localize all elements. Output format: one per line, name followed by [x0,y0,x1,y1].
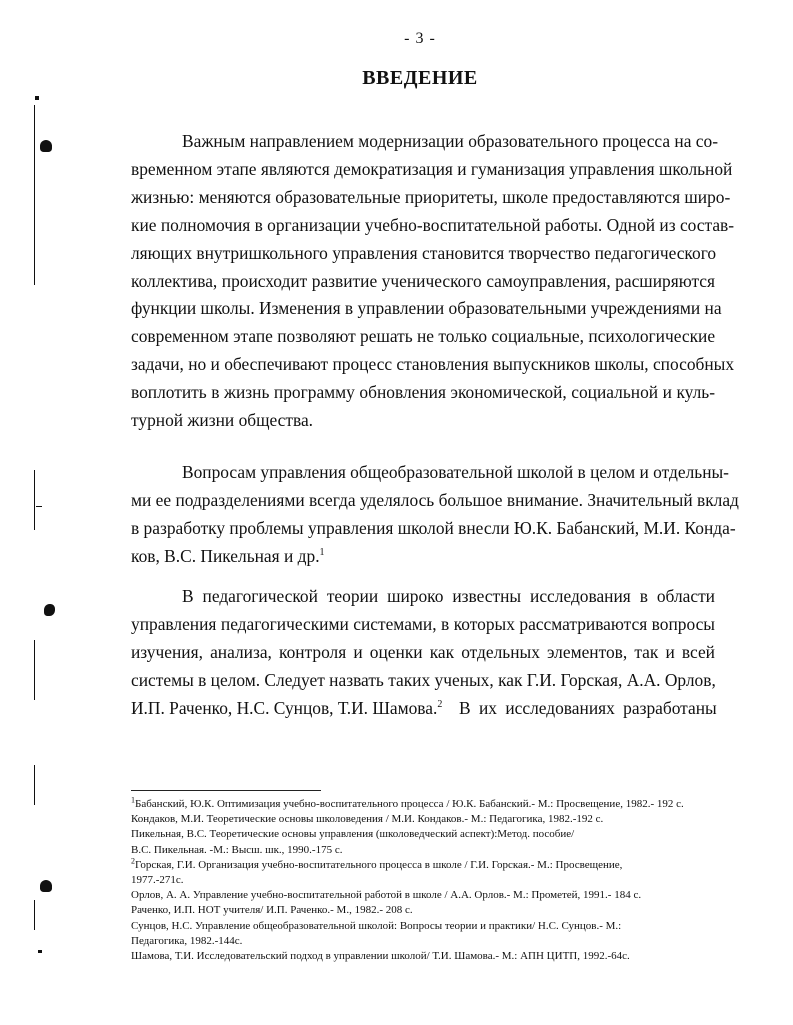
text-line-content: И.П. Раченко, Н.С. Сунцов, Т.И. Шамова. [131,697,438,718]
footnote-line: Раченко, И.П. НОТ учителя/ И.П. Раченко.- М., 1982.- 208 с. [131,904,413,917]
scan-mark [38,950,42,953]
footnote-text: Бабанский, Ю.К. Оптимизация учебно-воспитательного процесса / Ю.К. Бабанский.- М.: Просвещение, 1982.- 192 с. [135,798,684,810]
scan-mark [34,470,35,530]
text-line: изучения, анализа, контроля и оценки как отдельных элементов, так и всей [131,641,715,662]
text-line [131,543,715,571]
text-line: временном этапе являются демократизация и гуманизация управления школьной [131,158,733,179]
text-line: В педагогической теории широко известны исследования в области [182,586,715,606]
footnote-line: Педагогика, 1982.-144с. [131,934,243,947]
text-line: ми ее подразделениями всегда уделялось большое внимание. Значительный вклад [131,489,739,510]
paragraph-2 [131,459,739,571]
scan-mark [34,640,35,700]
footnote-line: В.С. Пикельная. -М.: Высш. шк., 1990.-175 с. [131,843,343,856]
scan-mark [34,105,35,285]
footnote-line [131,797,731,812]
text-line: управления педагогическими системами, в которых рассматриваются вопросы [131,613,715,634]
footnote-line: Орлов, А. А. Управление учебно-воспитательной работой в школе / А.А. Орлов.- М.: Прометей, 1991.- 184 с. [131,889,642,902]
text-line: кие полномочия в организации учебно-воспитательной работы. Одной из состав- [131,214,735,235]
footnote-divider [131,790,321,791]
footnote-number: 1 [131,795,135,805]
scan-mark [35,96,39,100]
text-line: турной жизни общества. [131,410,314,431]
footnote-number: 2 [131,856,135,866]
text-line: жизнью: меняются образовательные приоритеты, школе предоставляются широ- [131,186,731,207]
footnote-line: 1977.-271с. [131,874,184,887]
footnote-line: Шамова, Т.И. Исследовательский подход в управлении школой/ Т.И. Шамова.- М.: АПН ЦИТП, 1992.-64с. [131,950,630,963]
text-line: функции школы. Изменения в управлении образовательными учреждениями на [131,298,722,319]
scan-mark [36,506,42,507]
scan-mark [34,900,35,930]
text-line: системы в целом. Следует назвать таких ученых, как Г.И. Горская, А.А. Орлов, [131,669,716,690]
footnote-line: Пикельная, В.С. Теоретические основы управления (школоведческий аспект):Метод. пособие/ [131,828,575,841]
text-line: коллектива, происходит развитие ученического самоуправления, расширяются [131,270,715,291]
text-line: в разработку проблемы управления школой внесли Ю.К. Бабанский, М.И. Конда- [131,517,736,538]
paragraph-3 [131,583,715,723]
text-line: воплотить в жизнь программу обновления экономической, социальной и куль- [131,382,715,403]
footnote-reference: 1 [319,546,325,558]
text-line-content: ков, В.С. Пикельная и др. [131,545,320,566]
scan-mark [40,140,52,152]
paragraph-1 [131,128,735,435]
scan-mark [34,765,35,805]
page-title: ВВЕДЕНИЕ [362,67,478,89]
footnote-text: Горская, Г.И. Организация учебно-воспитательного процесса в школе / Г.И. Горская.- М.: Просвещение, [135,858,623,871]
text-line: задачи, но и обеспечивают процесс становления выпускников школы, способных [131,354,735,375]
page-number: - 3 - [404,30,436,47]
footnote-line [131,858,731,873]
footnote-reference: 2 [437,698,443,710]
footnote-line: Кондаков, М.И. Теоретические основы школоведения / М.И. Кондаков.- М.: Педагогика, 1982.-192 с. [131,813,604,826]
scan-mark [40,880,52,892]
text-line [131,695,715,723]
text-line: Важным направлением модернизации образовательного процесса на со- [182,131,718,151]
footnote-line: Сунцов, Н.С. Управление общеобразовательной школой: Вопросы теории и практики/ Н.С. Сунцов.- М.: [131,919,622,932]
text-line: современном этапе позволяют решать не только социальные, психологические [131,326,716,347]
text-line: Вопросам управления общеобразовательной школой в целом и отдельны- [182,462,729,482]
scan-mark [44,604,55,616]
footnotes [131,797,731,964]
text-line-tail: В их исследованиях разработаны [442,697,717,718]
text-line: ляющих внутришкольного управления становится творчество педагогического [131,242,717,263]
